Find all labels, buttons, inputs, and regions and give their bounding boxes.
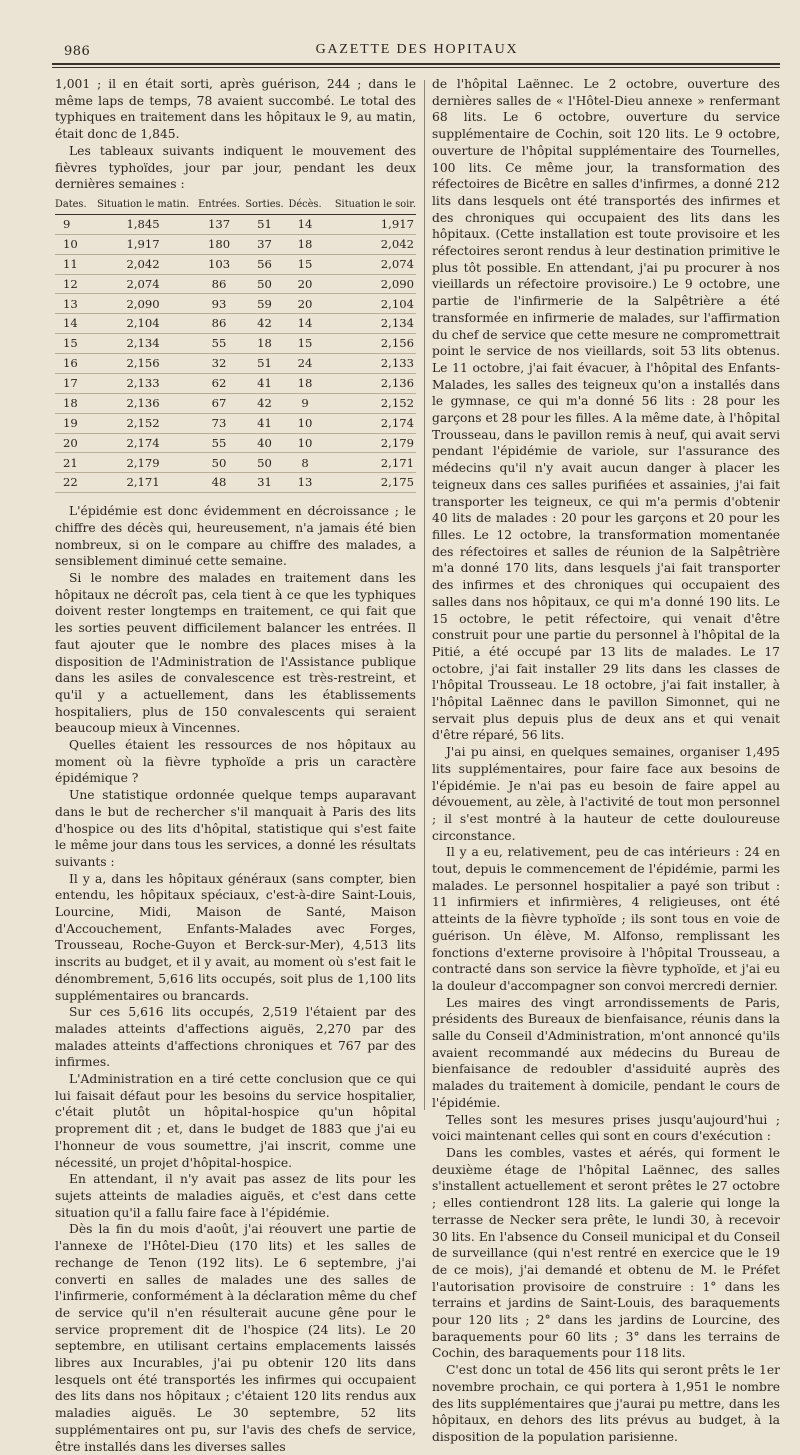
table-cell: 56 <box>243 254 286 274</box>
table-cell: 137 <box>195 214 242 234</box>
table-cell: 17 <box>55 373 91 393</box>
table-cell: 2,171 <box>324 453 416 473</box>
table-cell: 62 <box>195 373 242 393</box>
running-title: GAZETTE DES HOPITAUX <box>315 42 519 57</box>
table-cell: 180 <box>195 234 242 254</box>
table-cell: 15 <box>286 334 324 354</box>
table-cell: 86 <box>195 274 242 294</box>
table-cell: 18 <box>286 373 324 393</box>
table-row <box>55 413 416 433</box>
table-cell: 19 <box>55 413 91 433</box>
table-cell: 51 <box>243 214 286 234</box>
table-cell: 50 <box>243 274 286 294</box>
table-cell: 40 <box>243 433 286 453</box>
table-row <box>55 393 416 413</box>
body-paragraph: Les maires des vingt arrondissements de Paris, présidents des Bureaux de bienfaisance, réunis dans la salle du Conseil d'Administration, m'ont annoncé qu'ils avaient recommandé aux médecins du Bureau de bienfaisance de redoubler d'assiduité auprès des malades du traitement à domicile, pendant le cours de l'épidémie. <box>432 995 780 1110</box>
body-paragraph: Sur ces 5,616 lits occupés, 2,519 l'étaient par des malades atteints d'affections aiguës, 2,270 par des malades atteints d'affections chroniques et 767 par des infirmes. <box>55 1005 416 1070</box>
table-cell: 22 <box>55 473 91 493</box>
table-cell: 59 <box>243 294 286 314</box>
table-cell: 2,174 <box>324 413 416 433</box>
table-cell: 41 <box>243 413 286 433</box>
page-header <box>52 40 782 60</box>
body-paragraph: En attendant, il n'y avait pas assez de lits pour les sujets atteints de maladies aiguës, et c'est dans cette situation qu'il a fallu faire face à l'épidémie. <box>55 1172 416 1220</box>
table-cell: 9 <box>55 214 91 234</box>
table-row <box>55 453 416 473</box>
table-cell: 41 <box>243 373 286 393</box>
table-cell: 13 <box>55 294 91 314</box>
table-cell: 50 <box>243 453 286 473</box>
body-paragraph: de l'hôpital Laënnec. Le 2 octobre, ouverture des dernières salles de « l'Hôtel-Dieu annexe » renfermant 68 lits. Le 6 octobre, ouverture du service supplémentaire de Cochin, soit 120 lits. Le 9 octobre, ouverture de l'hôpital supplémentaire des Tournelles, 100 lits. Ce même jour, la transformation des réfectoires de Bicêtre en salles d'infirmes, a donné 212 lits dans lesquels ont été transportés des infirmes et des chroniques qui occupaient des lits dans les hôpitaux. (Cette installation est toute provisoire et les réfectoires seront rendus à leur destination primitive le plus tôt possible. En attendant, j'ai pu procurer à nos vieillards un réfectoire provisoire.) Le 9 octobre, une partie de l'infirmerie de la Salpêtrière a été transformée en infirmerie de malades, sur l'affirmation du chef de service que cette mesure ne compromettrait point le service de nos vieillards, soit 53 lits obtenus. Le 11 octobre, j'ai fait évacuer, à l'hôpital des Enfants-Malades, les salles des teigneux qu'on a installés dans le gymnase, ce qui m'a donné 56 lits : 28 pour les garçons et 28 pour les filles. A la même date, à l'hôpital Trousseau, dans le pavillon remis à neuf, qui avait servi pendant l'épidémie de variole, sur l'assurance des médecins qu'il n'y avait aucun danger à placer les teigneux dans ces salles purifiées et assainies, j'ai fait transporter les teigneux, ce qui m'a permis d'obtenir 40 lits de malades : 20 pour les garçons et 20 pour les filles. Le 12 octobre, la transformation momentanée des réfectoires et salles de réunion de la Salpêtrière m'a donné 170 lits, dans lesquels j'ai fait transporter des infirmes et des chroniques qui occupaient des salles dans nos hôpitaux, ce qui m'a donné 190 lits. Le 15 octobre, le petit réfectoire, qui venait d'être construit pour une partie du personnel à l'hôpital de la Pitié, a été occupé par 13 lits de malades. Le 17 octobre, j'ai fait installer 29 lits dans les classes de l'hôpital Trousseau. Le 18 octobre, j'ai fait installer, à l'hôpital Laënnec dans le pavillon Simonnet, qui ne servait plus depuis plus de deux ans et qui venait d'être réparé, 56 lits. <box>432 77 780 743</box>
table-cell: 51 <box>243 354 286 374</box>
table-cell: 32 <box>195 354 242 374</box>
table-cell: 10 <box>286 413 324 433</box>
table-cell: 16 <box>55 354 91 374</box>
table-cell: 12 <box>55 274 91 294</box>
table-cell: 2,171 <box>91 473 195 493</box>
table-cell: 86 <box>195 314 242 334</box>
body-paragraph: Telles sont les mesures prises jusqu'aujourd'hui ; voici maintenant celles qui sont en cours d'exécution : <box>432 1112 780 1144</box>
col-header-dates: Dates. <box>55 199 91 215</box>
table-header-row <box>55 199 416 215</box>
col-header-exits: Sorties. <box>243 199 286 215</box>
table-row <box>55 214 416 234</box>
table-cell: 20 <box>286 294 324 314</box>
table-cell: 103 <box>195 254 242 274</box>
table-row <box>55 314 416 334</box>
table-cell: 11 <box>55 254 91 274</box>
table-cell: 2,133 <box>324 354 416 374</box>
table-cell: 18 <box>286 234 324 254</box>
table-cell: 42 <box>243 314 286 334</box>
table-cell: 10 <box>286 433 324 453</box>
table-row <box>55 334 416 354</box>
left-intro-paragraph: Les tableaux suivants indiquent le mouvement des fièvres typhoïdes, jour par jour, pendant les deux dernières semaines : <box>55 143 416 192</box>
body-paragraph: Une statistique ordonnée quelque temps auparavant dans le but de rechercher s'il manquait à Paris des lits d'hospice ou des lits d'hôpital, statistique qui s'est faite le même jour dans tous les services, a donné les résultats suivants : <box>55 788 416 869</box>
table-cell: 2,133 <box>91 373 195 393</box>
table-cell: 9 <box>286 393 324 413</box>
table-row <box>55 294 416 314</box>
table-cell: 2,042 <box>91 254 195 274</box>
table-cell: 2,152 <box>324 393 416 413</box>
table-cell: 13 <box>286 473 324 493</box>
typhoid-movement-table <box>55 199 416 493</box>
col-header-deaths: Décès. <box>286 199 324 215</box>
table-cell: 15 <box>55 334 91 354</box>
right-column <box>432 76 780 1446</box>
table-row <box>55 373 416 393</box>
table-cell: 18 <box>55 393 91 413</box>
col-header-evening: Situation le soir. <box>324 199 416 215</box>
table-cell: 14 <box>55 314 91 334</box>
table-cell: 50 <box>195 453 242 473</box>
table-row <box>55 254 416 274</box>
table-cell: 14 <box>286 314 324 334</box>
table-cell: 24 <box>286 354 324 374</box>
table-cell: 10 <box>55 234 91 254</box>
body-paragraph: Il y a eu, relativement, peu de cas intérieurs : 24 en tout, depuis le commencement de l'épidémie, parmi les malades. Le personnel hospitalier a payé son tribut : 11 infirmiers et infirmières, 4 religieuses, ont été atteints de la fièvre typhoïde ; ils sont tous en voie de guérison. Un élève, M. Alfonso, remplissant les fonctions d'externe provisoire à l'hôpital Trousseau, a contracté dans son service la fièvre typhoïde, et j'ai eu la douleur d'accompagner son convoi mercredi dernier. <box>432 845 780 993</box>
table-cell: 1,917 <box>324 214 416 234</box>
table-row <box>55 433 416 453</box>
table-cell: 8 <box>286 453 324 473</box>
table-cell: 1,917 <box>91 234 195 254</box>
table-cell: 55 <box>195 334 242 354</box>
table-cell: 2,152 <box>91 413 195 433</box>
body-paragraph: C'est donc un total de 456 lits qui seront prêts le 1er novembre prochain, ce qui portera à 1,951 le nombre des lits supplémentaires que j'aurai pu mettre, dans les hôpitaux, en dehors des lits prévus au budget, à la disposition de la population parisienne. <box>432 1363 780 1444</box>
left-column <box>55 76 416 1455</box>
table-cell: 15 <box>286 254 324 274</box>
left-intro-paragraph: 1,001 ; il en était sorti, après guérison, 244 ; dans le même laps de temps, 78 avaient succombé. Le total des typhiques en traitement dans les hôpitaux le 9, au matin, était donc de 1,845. <box>55 77 416 142</box>
table-cell: 2,156 <box>324 334 416 354</box>
table-cell: 2,136 <box>324 373 416 393</box>
table-cell: 73 <box>195 413 242 433</box>
table-cell: 2,104 <box>324 294 416 314</box>
table-cell: 93 <box>195 294 242 314</box>
body-paragraph: J'ai pu ainsi, en quelques semaines, organiser 1,495 lits supplémentaires, pour faire face aux besoins de l'épidémie. Je n'ai pas eu besoin de faire appel au dévouement, au zèle, à l'activité de tout mon personnel ; il s'est montré à la hauteur de cette douloureuse circonstance. <box>432 745 780 843</box>
col-header-entries: Entrées. <box>195 199 242 215</box>
table-cell: 20 <box>55 433 91 453</box>
table-cell: 2,174 <box>91 433 195 453</box>
table-cell: 2,134 <box>91 334 195 354</box>
table-cell: 20 <box>286 274 324 294</box>
body-paragraph: Dès la fin du mois d'août, j'ai réouvert une partie de l'annexe de l'Hôtel-Dieu (170 lits) et les salles de rechange de Tenon (192 lits). Le 6 septembre, j'ai converti en salles de malades une des salles de l'infirmerie, conformément à la déclaration même du chef de service qu'il n'en résulterait aucune gêne pour le service proprement dit de l'hospice (24 lits). Le 20 septembre, en utilisant certains emplacements laissés libres aux Incurables, j'ai pu obtenir 120 lits dans lesquels ont été transportés les infirmes qui occupaient des lits dans nos hôpitaux ; c'étaient 120 lits rendus aux maladies aiguës. Le 30 septembre, 52 lits supplémentaires ont pu, sur l'avis des chefs de service, être installés dans les diverses salles <box>55 1222 416 1454</box>
table-cell: 2,090 <box>91 294 195 314</box>
col-header-morning: Situation le matin. <box>91 199 195 215</box>
table-cell: 2,074 <box>324 254 416 274</box>
table-cell: 21 <box>55 453 91 473</box>
page-number: 986 <box>64 44 91 59</box>
body-paragraph: L'Administration en a tiré cette conclusion que ce qui lui faisait défaut pour les besoins du service hospitalier, c'était plutôt un hôpital-hospice qu'un hôpital proprement dit ; et, dans le budget de 1883 que j'ai eu l'honneur de vous soumettre, j'ai inscrit, comme une nécessité, un projet d'hôpital-hospice. <box>55 1072 416 1170</box>
table-cell: 2,104 <box>91 314 195 334</box>
table-cell: 37 <box>243 234 286 254</box>
table-cell: 14 <box>286 214 324 234</box>
table-cell: 2,179 <box>324 433 416 453</box>
table-cell: 2,175 <box>324 473 416 493</box>
table-body <box>55 214 416 492</box>
table-row <box>55 274 416 294</box>
table-cell: 2,156 <box>91 354 195 374</box>
table-cell: 2,134 <box>324 314 416 334</box>
table-cell: 48 <box>195 473 242 493</box>
table-cell: 2,136 <box>91 393 195 413</box>
body-paragraph: Quelles étaient les ressources de nos hôpitaux au moment où la fièvre typhoïde a pris un caractère épidémique ? <box>55 738 416 786</box>
table-cell: 1,845 <box>91 214 195 234</box>
body-paragraph: Si le nombre des malades en traitement dans les hôpitaux ne décroît pas, cela tient à ce que les typhiques doivent rester longtemps en traitement, ce qui fait que les sorties peuvent difficilement balancer les entrées. Il faut ajouter que le nombre des places mises à la disposition de l'Administration de l'Assistance publique dans les asiles de convalescence est très-restreint, et qu'il y a actuellement, dans les établissements hospitaliers, plus de 150 convalescents qui seraient beaucoup mieux à Vincennes. <box>55 570 416 736</box>
header-rule-thin <box>52 67 780 68</box>
table-cell: 2,042 <box>324 234 416 254</box>
table-row <box>55 354 416 374</box>
table-cell: 31 <box>243 473 286 493</box>
header-rule <box>52 63 780 65</box>
table-row <box>55 473 416 493</box>
table-cell: 2,090 <box>324 274 416 294</box>
table-row <box>55 234 416 254</box>
table-cell: 67 <box>195 393 242 413</box>
body-paragraph: Dans les combles, vastes et aérés, qui forment le deuxième étage de l'hôpital Laënnec, des salles s'installent actuellement et seront prêtes le 27 octobre ; elles contiendront 128 lits. La galerie qui longe la terrasse de Necker sera prête, le lundi 30, à recevoir 30 lits. En l'absence du Conseil municipal et du Conseil de surveillance (qui n'est rentré en exercice que le 19 de ce mois), j'ai demandé et obtenu de M. le Préfet l'autorisation provisoire de construire : 1° dans les terrains et jardins de Saint-Louis, des baraquements pour 120 lits ; 2° dans les jardins de Lourcine, des baraquements pour 60 lits ; 3° dans les terrains de Cochin, des baraquements pour 118 lits. <box>432 1146 780 1361</box>
table-cell: 2,074 <box>91 274 195 294</box>
table-cell: 18 <box>243 334 286 354</box>
body-paragraph: L'épidémie est donc évidemment en décroissance ; le chiffre des décès qui, heureusement, n'a jamais été bien nombreux, si on le compare au chiffre des malades, a sensiblement diminué cette semaine. <box>55 504 416 569</box>
table-cell: 55 <box>195 433 242 453</box>
column-divider <box>424 80 425 1110</box>
table-cell: 2,179 <box>91 453 195 473</box>
body-paragraph: Il y a, dans les hôpitaux généraux (sans compter, bien entendu, les hôpitaux spéciaux, c'est-à-dire Saint-Louis, Lourcine, Midi, Maison de Santé, Maison d'Accouchement, Enfants-Malades avec Forges, Trousseau, Roche-Guyon et Berck-sur-Mer), 4,513 lits inscrits au budget, et il y avait, au moment où s'est fait le dénombrement, 5,616 lits occupés, soit plus de 1,100 lits supplémentaires ou brancards. <box>55 871 416 1003</box>
table-cell: 42 <box>243 393 286 413</box>
